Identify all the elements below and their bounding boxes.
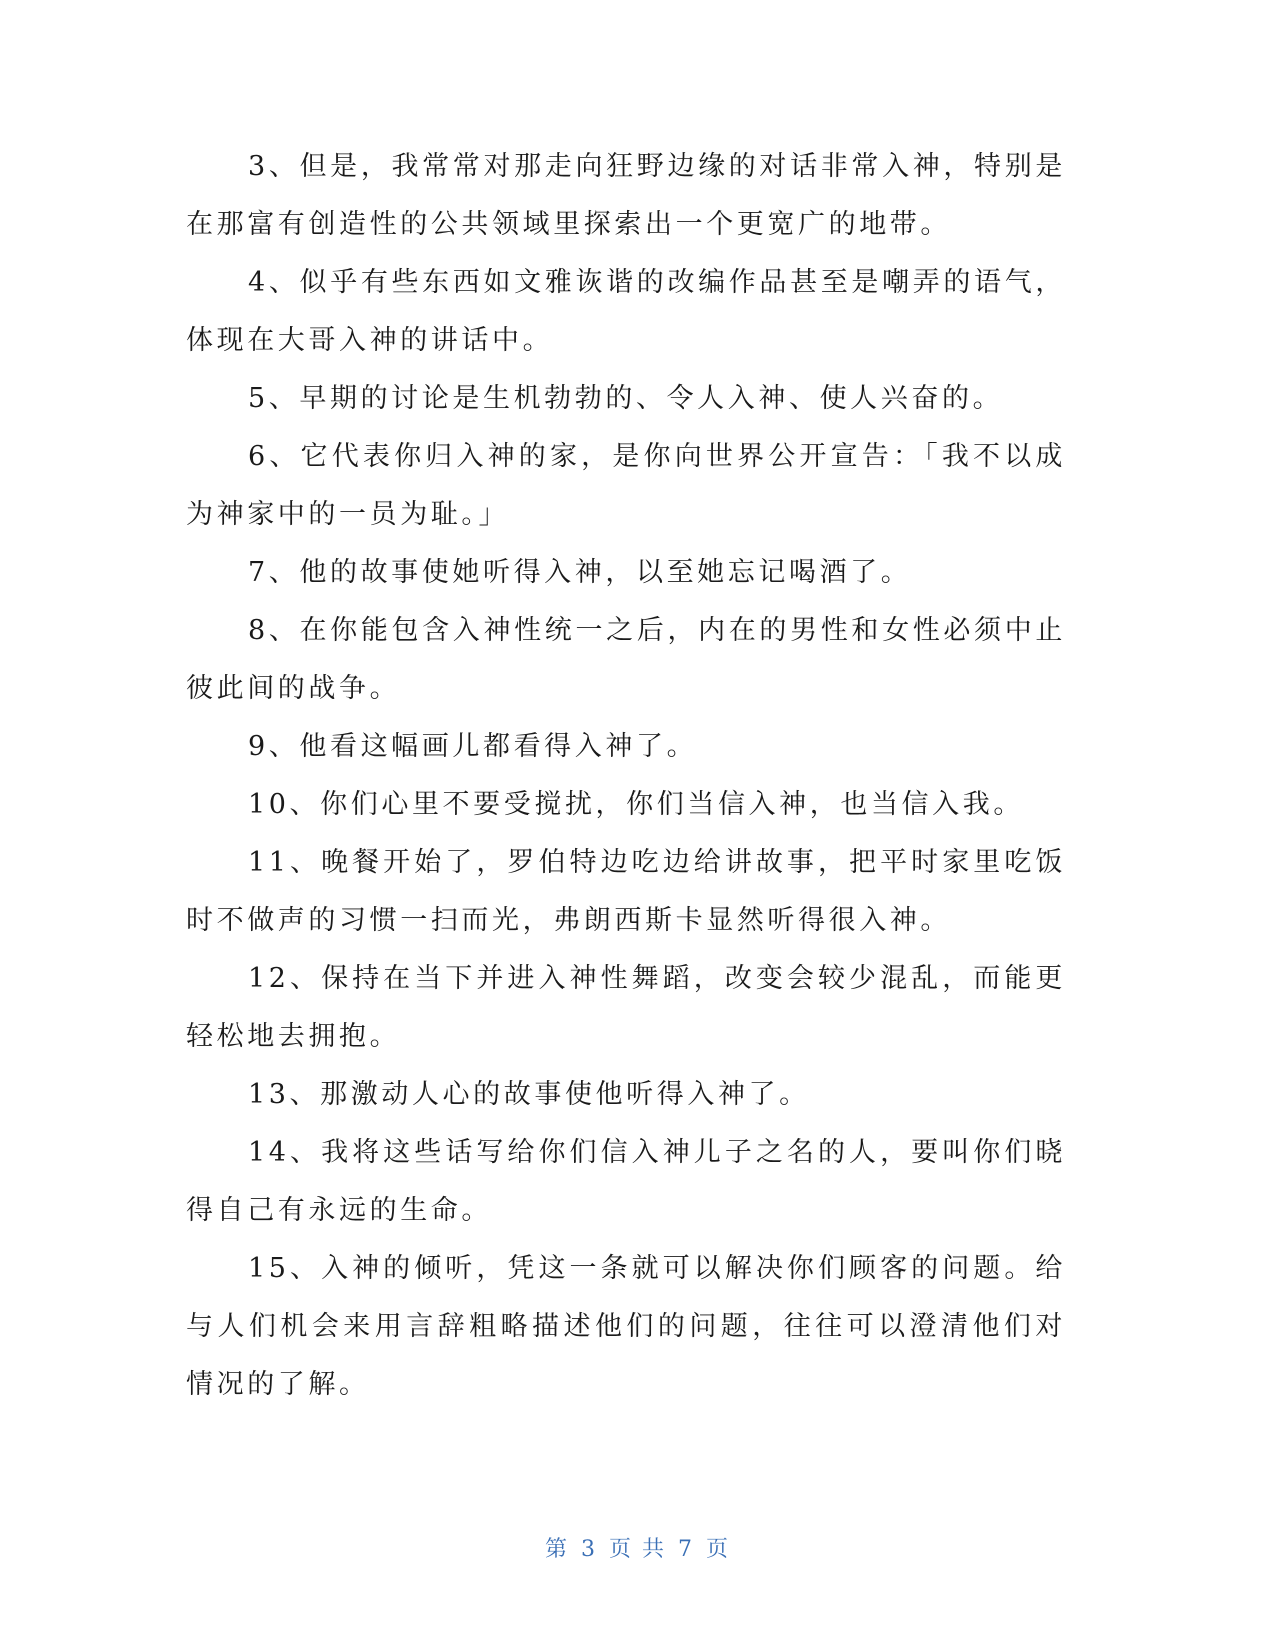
paragraph-13: 13、那激动人心的故事使他听得入神了。: [248, 1079, 810, 1110]
current-page-number: 3: [581, 1537, 597, 1562]
paragraph-5: 5、早期的讨论是生机勃勃的、令人入神、使人兴奋的。: [248, 383, 1004, 414]
paragraph-11: 11、晚餐开始了，罗伯特边吃边给讲故事，把平时家里吃饭时不做声的习惯一扫而光，弗朗西斯卡显然听得很入神。: [186, 847, 1066, 936]
paragraph-3: 3、但是，我常常对那走向狂野边缘的对话非常入神，特别是在那富有创造性的公共领域里探索出一个更宽广的地带。: [186, 151, 1066, 240]
paragraph-12: 12、保持在当下并进入神性舞蹈，改变会较少混乱，而能更轻松地去拥抱。: [186, 963, 1066, 1052]
paragraph-10: 10、你们心里不要受搅扰，你们当信入神，也当信入我。: [248, 789, 1024, 820]
paragraph-8: 8、在你能包含入神性统一之后，内在的男性和女性必须中止彼此间的战争。: [186, 615, 1066, 704]
paragraph-4: 4、似乎有些东西如文雅诙谐的改编作品甚至是嘲弄的语气，体现在大哥入神的讲话中。: [186, 267, 1066, 356]
paragraph-9: 9、他看这幅画儿都看得入神了。: [248, 731, 698, 762]
footer-prefix: 第: [544, 1537, 569, 1562]
paragraph-7: 7、他的故事使她听得入神，以至她忘记喝酒了。: [248, 557, 912, 588]
footer-middle: 页 共: [609, 1537, 666, 1562]
page-footer: [0, 1532, 1275, 1563]
footer-suffix: 页: [706, 1537, 731, 1562]
paragraph-6: 6、它代表你归入神的家，是你向世界公开宣告：「我不以成为神家中的一员为耻。」: [186, 441, 1066, 530]
paragraph-15: 15、入神的倾听，凭这一条就可以解决你们顾客的问题。给与人们机会来用言辞粗略描述他们的问题，往往可以澄清他们对情况的了解。: [186, 1253, 1066, 1400]
total-page-number: 7: [678, 1537, 694, 1562]
document-body: [186, 138, 1066, 1414]
paragraph-14: 14、我将这些话写给你们信入神儿子之名的人，要叫你们晓得自己有永远的生命。: [186, 1137, 1066, 1226]
